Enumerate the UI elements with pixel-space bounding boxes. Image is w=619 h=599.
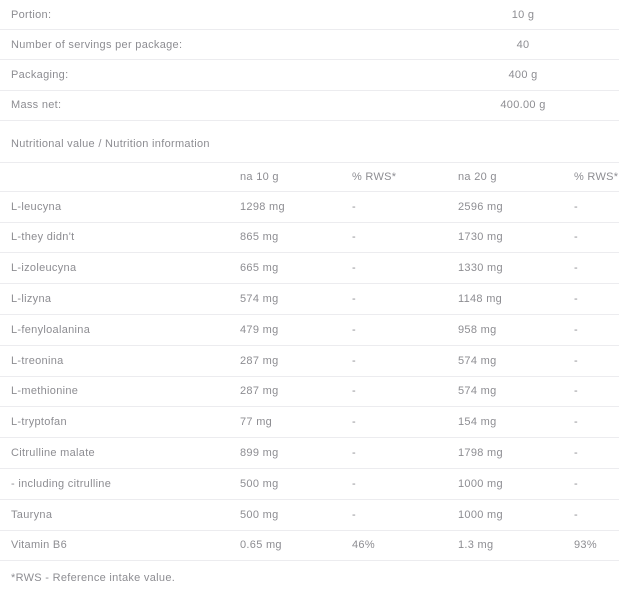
value-per-20g: 1.3 mg (458, 539, 494, 552)
rws-per-10g: - (352, 200, 356, 213)
info-row-mass-net (0, 91, 619, 121)
rws-per-20g: - (574, 231, 578, 244)
table-row (0, 315, 619, 346)
table-row (0, 469, 619, 500)
value-per-10g: 574 mg (240, 293, 279, 306)
value-per-10g: 899 mg (240, 447, 279, 460)
value-per-20g: 574 mg (458, 354, 497, 367)
nutrient-name: L-they didn't (11, 231, 75, 244)
rws-per-20g: 93% (574, 539, 597, 552)
rws-per-20g: - (574, 323, 578, 336)
rws-per-10g: - (352, 231, 356, 244)
rws-per-20g: - (574, 447, 578, 460)
nutrient-name: L-fenyloalanina (11, 323, 91, 336)
nutrient-name: L-leucyna (11, 200, 62, 213)
info-value: 400 g (508, 68, 538, 81)
value-per-10g: 500 mg (240, 477, 279, 490)
value-per-20g: 2596 mg (458, 200, 503, 213)
table-row (0, 407, 619, 438)
rws-per-10g: - (352, 262, 356, 275)
table-header-row (0, 163, 619, 192)
rws-per-10g: - (352, 508, 356, 521)
value-per-10g: 665 mg (240, 262, 279, 275)
value-per-20g: 574 mg (458, 385, 497, 398)
value-per-10g: 865 mg (240, 231, 279, 244)
info-label: Mass net: (11, 99, 62, 112)
info-label: Portion: (11, 8, 52, 21)
value-per-10g: 287 mg (240, 385, 279, 398)
table-row (0, 346, 619, 377)
table-row (0, 531, 619, 562)
rws-per-10g: - (352, 447, 356, 460)
nutrient-name: - including citrulline (11, 477, 112, 490)
rws-per-10g: - (352, 385, 356, 398)
value-per-20g: 1730 mg (458, 231, 503, 244)
value-per-10g: 287 mg (240, 354, 279, 367)
value-per-10g: 0.65 mg (240, 539, 282, 552)
header-rws-20g: % RWS* (574, 170, 619, 183)
value-per-10g: 479 mg (240, 323, 279, 336)
value-per-20g: 1000 mg (458, 477, 503, 490)
info-label: Number of servings per package: (11, 38, 183, 51)
header-rws-10g: % RWS* (352, 170, 397, 183)
nutrient-name: L-methionine (11, 385, 79, 398)
value-per-20g: 1148 mg (458, 293, 503, 306)
table-row (0, 284, 619, 315)
table-row (0, 253, 619, 284)
value-per-20g: 154 mg (458, 416, 497, 429)
rws-per-20g: - (574, 293, 578, 306)
nutrition-table (0, 163, 619, 562)
info-label: Packaging: (11, 68, 69, 81)
rws-per-10g: - (352, 477, 356, 490)
table-row (0, 438, 619, 469)
nutrition-section-title: Nutritional value / Nutrition information (0, 121, 619, 163)
rws-per-20g: - (574, 508, 578, 521)
info-value: 400.00 g (500, 99, 546, 112)
product-info-table (0, 0, 619, 121)
rws-per-10g: - (352, 416, 356, 429)
rws-per-20g: - (574, 200, 578, 213)
header-per-20g: na 20 g (458, 170, 497, 183)
rws-per-20g: - (574, 477, 578, 490)
value-per-10g: 77 mg (240, 416, 273, 429)
value-per-10g: 1298 mg (240, 200, 285, 213)
header-per-10g: na 10 g (240, 170, 279, 183)
rws-per-20g: - (574, 262, 578, 275)
rws-per-20g: - (574, 385, 578, 398)
nutrient-name: Citrulline malate (11, 447, 95, 460)
nutrient-name: L-lizyna (11, 293, 52, 306)
nutrient-name: L-treonina (11, 354, 64, 367)
info-value: 10 g (511, 8, 535, 21)
info-row-portion (0, 0, 619, 30)
rws-per-10g: - (352, 293, 356, 306)
nutrient-name: L-tryptofan (11, 416, 67, 429)
rws-per-10g: - (352, 323, 356, 336)
table-row (0, 192, 619, 223)
info-row-packaging (0, 60, 619, 90)
value-per-10g: 500 mg (240, 508, 279, 521)
rws-per-20g: - (574, 354, 578, 367)
rws-footnote: *RWS - Reference intake value. (11, 572, 176, 585)
rws-per-20g: - (574, 416, 578, 429)
info-row-servings (0, 30, 619, 60)
nutrient-name: Vitamin B6 (11, 539, 67, 552)
value-per-20g: 958 mg (458, 323, 497, 336)
table-row (0, 223, 619, 254)
nutrient-name: Tauryna (11, 508, 53, 521)
nutrient-name: L-izoleucyna (11, 262, 77, 275)
table-row (0, 377, 619, 408)
info-value: 40 (516, 38, 530, 51)
rws-per-10g: - (352, 354, 356, 367)
value-per-20g: 1798 mg (458, 447, 503, 460)
rws-per-10g: 46% (352, 539, 375, 552)
value-per-20g: 1000 mg (458, 508, 503, 521)
table-row (0, 500, 619, 531)
value-per-20g: 1330 mg (458, 262, 503, 275)
